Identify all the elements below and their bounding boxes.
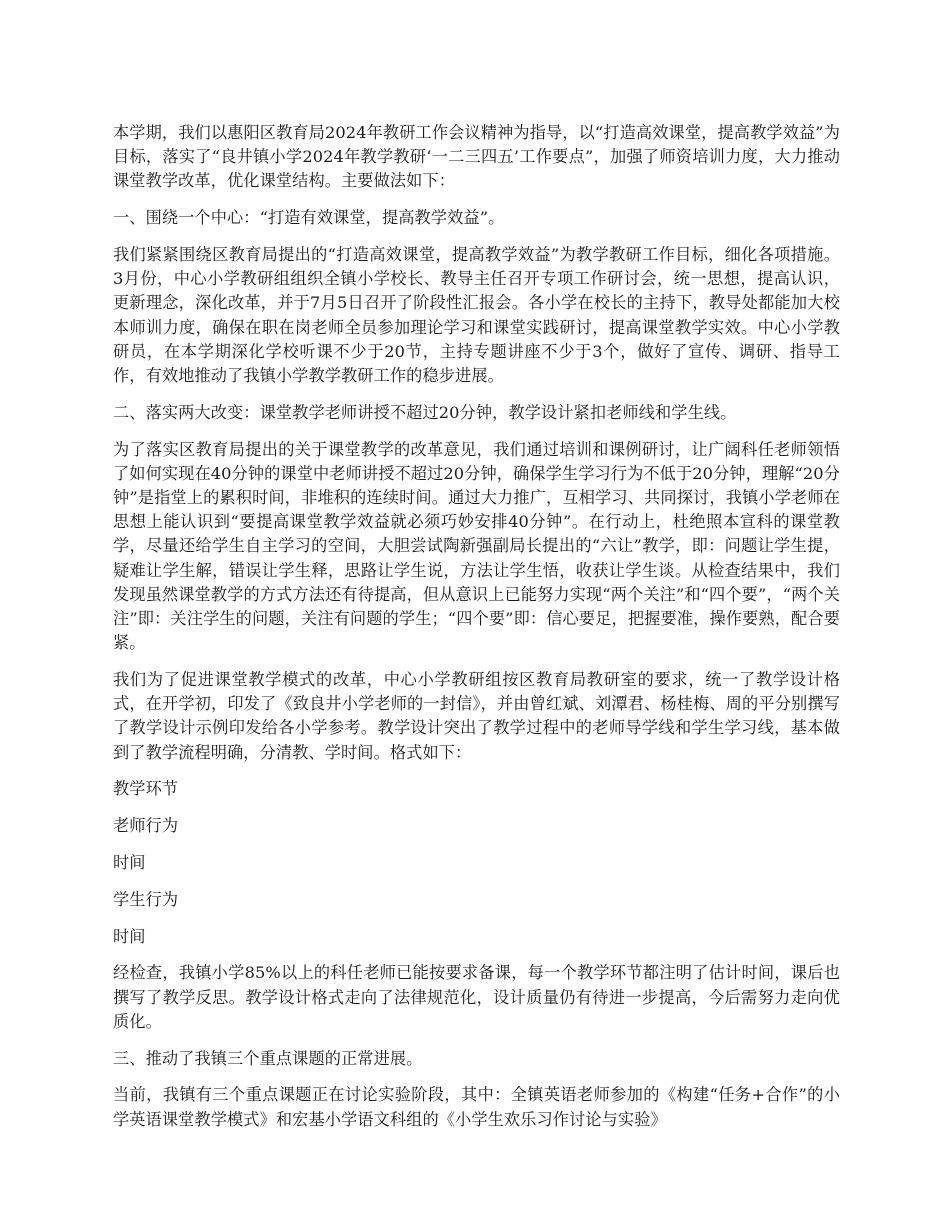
section-heading-3: 三、推动了我镇三个重点课题的正常进展。 [113, 1048, 423, 1068]
body-paragraph: 我们紧紧围绕区教育局提出的“打造高效课堂，提高教学效益”为教学教研工作目标，细化各项措施。 3月份，中心小学教研组组织全镇小学校长、教导主任召开专项工作研讨会，统一思想，提高认识，更新理念，深化改革，并于7月5日召开了阶段性汇报会。各小学在校长的主持下，教导处都能加大校本师训力度，确保在职在岗老师全员参加理论学习和课堂实践研讨，提高课堂教学实效。中心小学教研员，在本学期深化学校听课不少于20节，主持专题讲座不少于3个，做好了宣传、调研、指导工作，有效地推动了我镇小学教学教研工作的稳步进展。 [113, 245, 840, 386]
format-item: 教学环节 [113, 779, 179, 799]
format-item: 时间 [113, 853, 146, 873]
body-paragraph: 当前，我镇有三个重点课题正在讨论实验阶段，其中：全镇英语老师参加的《构建“任务+合作”的小学英语课堂教学模式》和宏基小学语文科组的《小学生欢乐习作讨论与实验》 [113, 1085, 840, 1129]
format-item: 学生行为 [113, 889, 179, 909]
section-heading-2: 二、落实两大改变：课堂教学老师讲授不超过20分钟，教学设计紧扣老师线和学生线。 [113, 402, 737, 422]
format-item: 时间 [113, 926, 146, 946]
intro-paragraph: 本学期，我们以惠阳区教育局2024年教研工作会议精神为指导，以“打造高效课堂，提高教学效益”为目标，落实了“良井镇小学2024年教学教研‘一二三四五’工作要点”，加强了师资培训力度，大力推动课堂教学改革，优化课堂结构。主要做法如下： [113, 123, 840, 191]
body-paragraph: 为了落实区教育局提出的关于课堂教学的改革意见，我们通过培训和课例研讨，让广阔科任老师领悟了如何实现在40分钟的课堂中老师讲授不超过20分钟，确保学生学习行为不低于20分钟，理解“20分钟”是指堂上的累积时间，非堆积的连续时间。通过大力推广，互相学习、共同探讨，我镇小学老师在思想上能认识到“要提高课堂教学效益就必须巧妙安排40分钟”。在行动上，杜绝照本宣科的课堂教学，尽量还给学生自主学习的空间，大胆尝试陶新强副局长提出的“六让”教学，即：问题让学生提，疑难让学生解，错误让学生释，思路让学生说，方法让学生悟，收获让学生谈。从检查结果中，我们发现虽然课堂教学的方式方法还有待提高，但从意识上已能努力实现“两个关注”和“四个要”，“两个关注”即：关注学生的问题，关注有问题的学生；“四个要”即：信心要足，把握要准，操作要熟，配合要紧。 [113, 439, 840, 653]
format-item: 老师行为 [113, 816, 179, 836]
document-body [113, 121, 840, 1144]
body-paragraph: 经检查，我镇小学85%以上的科任老师已能按要求备课，每一个教学环节都注明了估计时间，课后也撰写了教学反思。教学设计格式走向了法律规范化，设计质量仍有待进一步提高，今后需努力走向优质化。 [113, 963, 840, 1031]
body-paragraph: 我们为了促进课堂教学模式的改革，中心小学教研组按区教育局教研室的要求，统一了教学设计格式，在开学初，印发了《致良井小学老师的一封信》，并由曾红斌、刘潭君、杨桂梅、周的平分别撰写了教学设计示例印发给各小学参考。教学设计突出了教学过程中的老师导学线和学生学习线，基本做到了教学流程明确，分清教、学时间。格式如下： [113, 670, 840, 762]
section-heading-1: 一、围绕一个中心：“打造有效课堂，提高教学效益”。 [113, 208, 505, 228]
